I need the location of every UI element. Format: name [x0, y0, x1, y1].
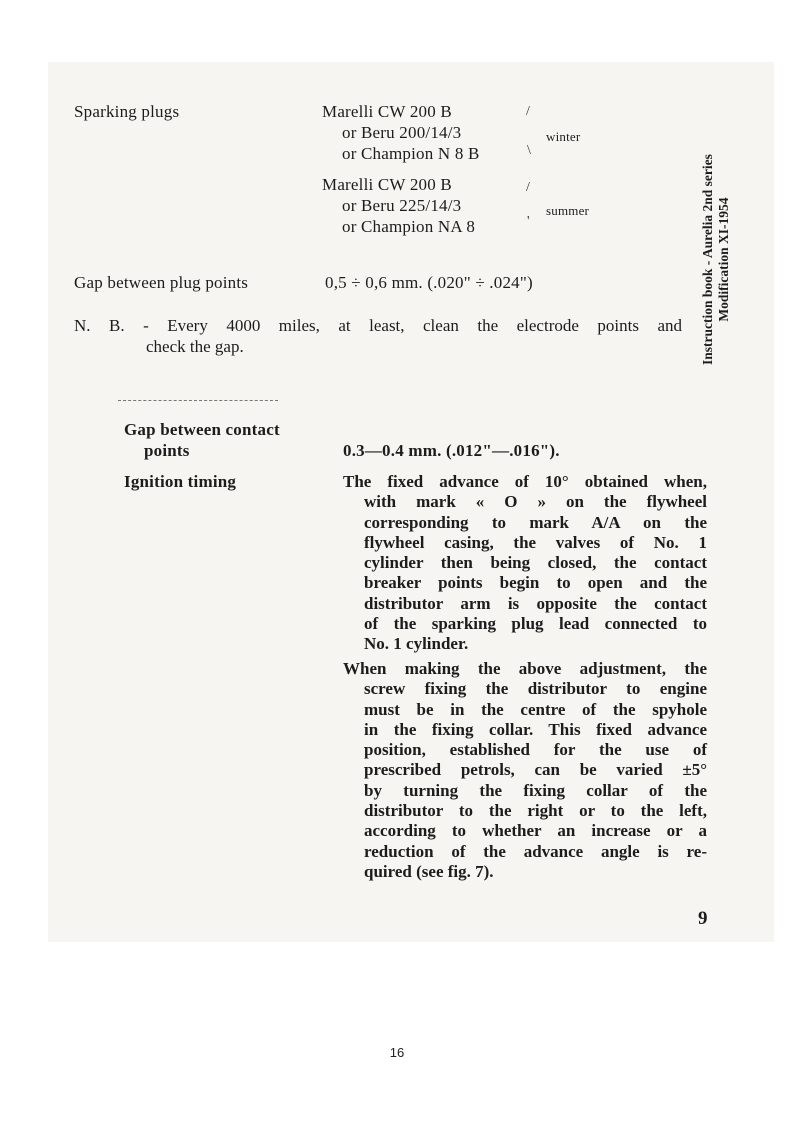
sparking-plugs-label: Sparking plugs [74, 102, 180, 121]
para2-line: must be in the centre of the spyhole [364, 699, 707, 719]
summer-plug-1: Marelli CW 200 B [322, 175, 452, 194]
nb-line-2: check the gap. [146, 336, 244, 356]
para2-line: distributor to the right or to the left, [364, 801, 707, 821]
page-number: 9 [698, 908, 708, 929]
para1-line: breaker points begin to open and the [364, 573, 707, 593]
para1-line: cylinder then being closed, the contact [364, 553, 707, 573]
winter-brace-top: / [526, 104, 530, 119]
para1-line: flywheel casing, the valves of No. 1 [364, 532, 707, 552]
para1-line: with mark « O » on the flywheel [364, 492, 707, 512]
summer-brace-bottom: ' [527, 214, 530, 229]
summer-brace-top: / [526, 180, 530, 195]
para1-line: distributor arm is opposite the contact [364, 593, 707, 613]
separator-dashes [118, 400, 278, 401]
para1-line: No. 1 cylinder. [364, 634, 469, 654]
winter-plug-3: or Champion N 8 B [342, 144, 480, 163]
side-note-line-1: Instruction book - Aurelia 2nd series [700, 154, 715, 365]
nb-note [74, 316, 682, 357]
gap-plug-label: Gap between plug points [74, 273, 249, 292]
ignition-label: Ignition timing [124, 472, 237, 491]
para2-line: position, established for the use of [364, 740, 707, 760]
gap-contact-label-2: points [144, 441, 190, 460]
para1-line: The fixed advance of 10° obtained when, [343, 472, 707, 491]
ignition-paragraph-2 [343, 659, 707, 882]
para2-line: reduction of the advance angle is re- [364, 841, 707, 861]
para2-line: When making the above adjustment, the [343, 659, 707, 678]
gap-plug-value: 0,5 ÷ 0,6 mm. (.020" ÷ .024") [325, 273, 533, 292]
winter-brace-bottom: \ [527, 143, 531, 158]
para2-line: quired (see fig. 7). [364, 861, 494, 881]
winter-plug-1: Marelli CW 200 B [322, 102, 452, 121]
para2-line: by turning the fixing collar of the [364, 780, 707, 800]
para2-line: prescribed petrols, can be varied ±5° [364, 760, 707, 780]
summer-plug-3: or Champion NA 8 [342, 217, 476, 236]
ignition-paragraph-1 [343, 472, 707, 655]
para1-line: corresponding to mark A/A on the [364, 512, 707, 532]
para2-line: screw fixing the distributor to engine [364, 679, 707, 699]
gap-contact-value: 0.3—0.4 mm. (.012"—.016"). [343, 441, 560, 460]
summer-label: summer [546, 203, 590, 218]
summer-plug-2: or Beru 225/14/3 [342, 196, 462, 215]
winter-label: winter [546, 129, 581, 144]
footer-page-number: 16 [389, 1045, 405, 1060]
side-note [700, 154, 732, 365]
side-note-line-2: Modification XI-1954 [716, 197, 731, 322]
winter-plug-2: or Beru 200/14/3 [342, 123, 462, 142]
para2-line: according to whether an increase or a [364, 821, 707, 841]
para1-line: of the sparking plug lead connected to [364, 614, 707, 634]
nb-line-1: N. B. - Every 4000 miles, at least, clean the electrode points and [74, 316, 682, 335]
para2-line: in the fixing collar. This fixed advance [364, 719, 707, 739]
gap-contact-label-1: Gap between contact [124, 420, 280, 439]
